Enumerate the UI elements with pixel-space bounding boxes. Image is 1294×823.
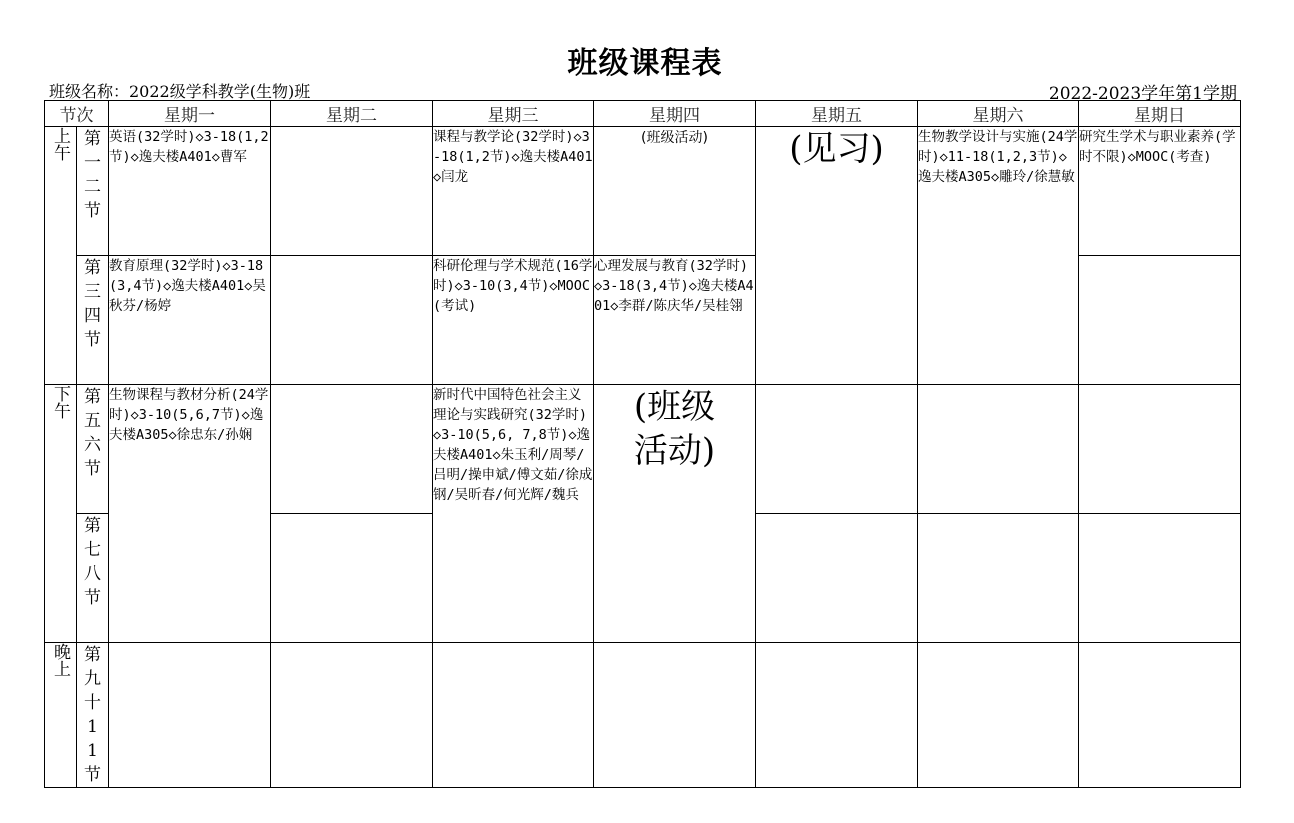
period-morning: [45, 127, 77, 385]
cell-wed-911: [433, 643, 594, 788]
cell-sun-12: 研究生学术与职业素养(学时不限)◇MOOC(考查): [1079, 127, 1241, 256]
slot-78: [77, 514, 109, 643]
cell-wed-pm: 新时代中国特色社会主义理论与实践研究(32学时)◇3-10(5,6, 7,8节)◇逸夫楼A401◇朱玉利/周琴/吕明/操申斌/傅文茹/徐成钢/吴昕春/何光辉/魏兵: [433, 385, 594, 643]
header-day-tue: 星期二: [271, 101, 433, 127]
cell-sun-911: [1079, 643, 1241, 788]
cell-mon-pm: 生物课程与教材分析(24学时)◇3-10(5,6,7节)◇逸夫楼A305◇徐忠东/孙娴: [109, 385, 271, 643]
cell-sat-am: 生物教学设计与实施(24学时)◇11-18(1,2,3节)◇逸夫楼A305◇雕玲/徐慧敏: [918, 127, 1079, 385]
header-day-wed: 星期三: [433, 101, 594, 127]
cell-fri-56: [756, 385, 918, 514]
slot-911-label: 第九十11节: [84, 645, 101, 785]
period-evening-label: 晚上: [50, 643, 70, 677]
slot-911: [77, 643, 109, 788]
period-afternoon-label: 下午: [50, 385, 70, 419]
period-morning-label: 上午: [50, 127, 70, 161]
cell-thu-34: 心理发展与教育(32学时)◇3-18(3,4节)◇逸夫楼A401◇李群/陈庆华/吴桂翎: [594, 256, 756, 385]
cell-sat-911: [918, 643, 1079, 788]
cell-tue-911: [271, 643, 433, 788]
header-day-fri: 星期五: [756, 101, 918, 127]
cell-mon-12: 英语(32学时)◇3-18(1,2节)◇逸夫楼A401◇曹军: [109, 127, 271, 256]
cell-sun-78: [1079, 514, 1241, 643]
cell-tue-56: [271, 385, 433, 514]
header-corner: 节次: [45, 101, 109, 127]
cell-wed-12: 课程与教学论(32学时)◇3-18(1,2节)◇逸夫楼A401◇闫龙: [433, 127, 594, 256]
cell-fri-am: [756, 127, 918, 385]
slot-56: [77, 385, 109, 514]
slot-12: [77, 127, 109, 256]
cell-sun-56: [1079, 385, 1241, 514]
cell-thu-pm: [594, 385, 756, 643]
page-title: 班级课程表: [567, 46, 723, 81]
cell-tue-12: [271, 127, 433, 256]
term-label: 2022-2023学年第1学期: [1048, 84, 1237, 104]
cell-tue-34: [271, 256, 433, 385]
row-slot-911: [45, 643, 1241, 788]
cell-mon-34: 教育原理(32学时)◇3-18(3,4节)◇逸夫楼A401◇吴秋芬/杨婷: [109, 256, 271, 385]
cell-sat-56: [918, 385, 1079, 514]
cell-mon-911: [109, 643, 271, 788]
header-day-mon: 星期一: [109, 101, 271, 127]
header-day-sun: 星期日: [1079, 101, 1241, 127]
row-slot-12: [45, 127, 1241, 256]
cell-thu-12: (班级活动): [594, 127, 756, 256]
row-slot-56: [45, 385, 1241, 514]
period-afternoon: [45, 385, 77, 643]
cell-sun-34: [1079, 256, 1241, 385]
cell-fri-am-label: (见习): [789, 129, 884, 169]
header-day-thu: 星期四: [594, 101, 756, 127]
slot-34: [77, 256, 109, 385]
period-evening: [45, 643, 77, 788]
cell-sat-78: [918, 514, 1079, 643]
cell-tue-78: [271, 514, 433, 643]
slot-78-label: 第七八节: [84, 516, 101, 608]
class-name: 班级名称：2022级学科教学(生物)班: [49, 82, 311, 101]
schedule-table: [44, 100, 1241, 788]
slot-34-label: 第三四节: [84, 258, 101, 350]
cell-wed-34: 科研伦理与学术规范(16学时)◇3-10(3,4节)◇MOOC(考试): [433, 256, 594, 385]
slot-12-label: 第一二节: [84, 129, 101, 221]
header-day-sat: 星期六: [918, 101, 1079, 127]
cell-thu-911: [594, 643, 756, 788]
cell-thu-pm-label: (班级活动): [633, 387, 716, 471]
header-row: [45, 101, 1241, 127]
cell-fri-911: [756, 643, 918, 788]
cell-fri-78: [756, 514, 918, 643]
slot-56-label: 第五六节: [84, 387, 101, 479]
